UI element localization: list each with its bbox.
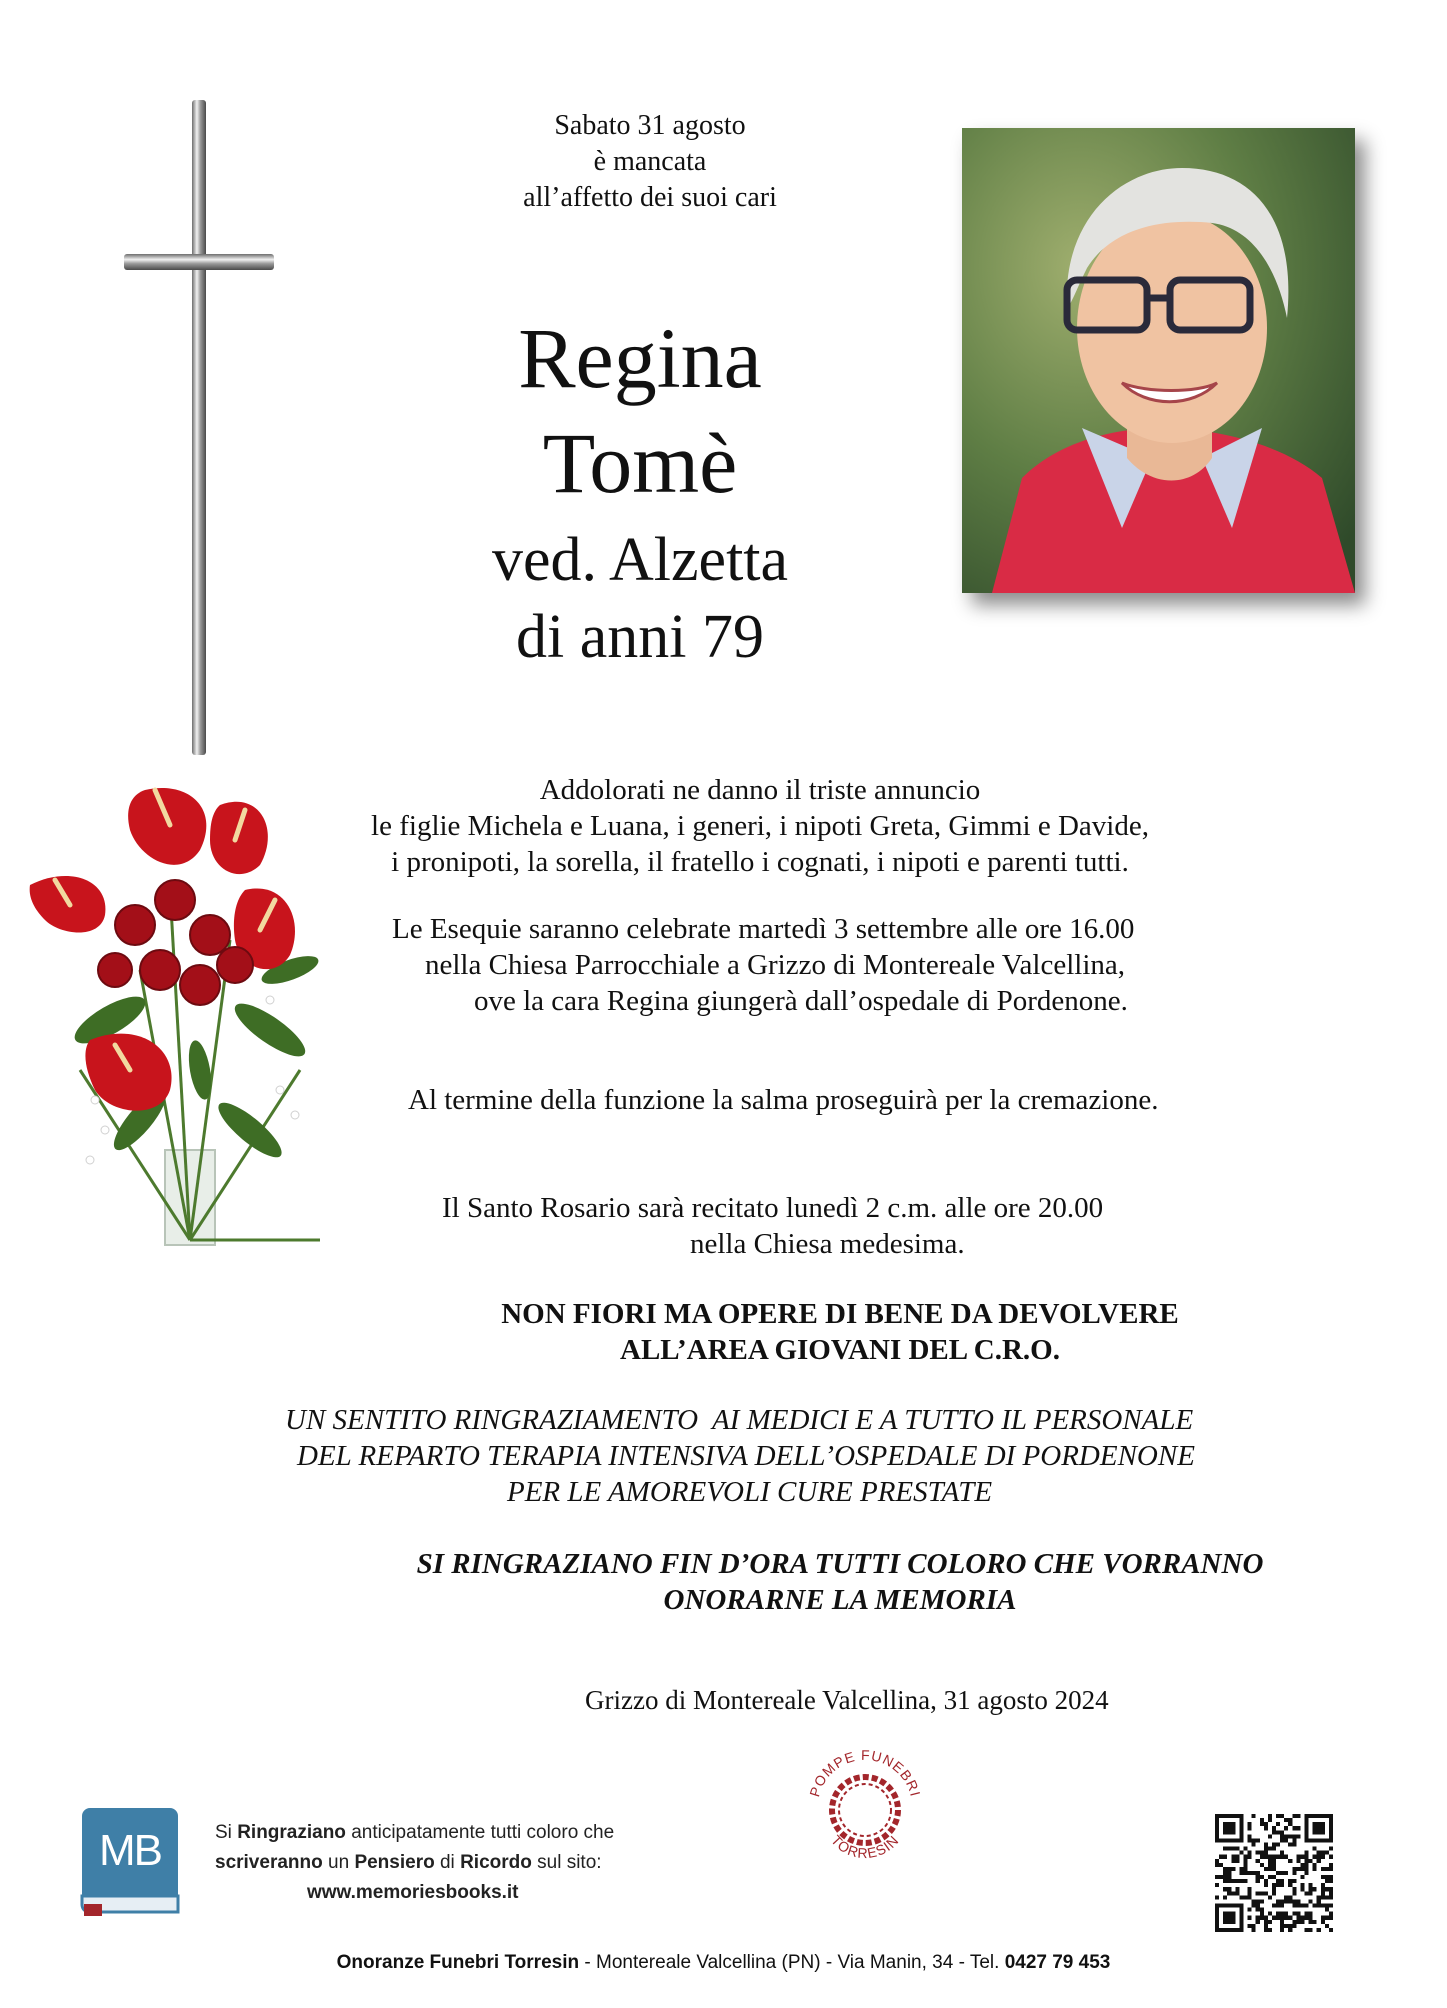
funeral-line-3: ove la cara Regina giungerà dall’ospedale di Pordenone. <box>474 985 1128 1017</box>
announcement-block <box>330 772 1190 880</box>
cross-icon <box>100 95 300 765</box>
footer-company: Onoranze Funebri Torresin <box>336 1952 580 1973</box>
no-flowers-block <box>380 1296 1300 1368</box>
logo-text: MB <box>99 1826 161 1875</box>
pompe-funebri-logo <box>800 1735 930 1870</box>
footer-bar <box>0 1952 1447 1974</box>
first-name: Regina <box>518 310 762 406</box>
rosary-line-2: nella Chiesa medesima. <box>690 1228 965 1260</box>
svg-text:TORRESIN <box>828 1832 902 1861</box>
no-flowers-line-1: NON FIORI MA OPERE DI BENE DA DEVOLVERE <box>501 1298 1179 1330</box>
thanks-staff-line-1: UN SENTITO RINGRAZIAMENTO AI MEDICI E A TUTTO IL PERSONALE <box>285 1404 1194 1436</box>
svg-text:POMPE FUNEBRI <box>806 1747 924 1799</box>
footer-phone: 0427 79 453 <box>1004 1952 1111 1973</box>
memoriesbooks-logo <box>80 1808 180 1918</box>
memories-bold-1: Ringraziano <box>237 1822 346 1843</box>
memories-note <box>215 1818 635 1908</box>
intro-line-2: è mancata <box>593 146 707 177</box>
footer-address: - Montereale Valcellina (PN) - Via Manin, 34 - Tel. <box>579 1952 1005 1973</box>
intro-line-1: Sabato 31 agosto <box>554 110 746 141</box>
logo-bottom-text: TORRESIN <box>828 1831 902 1862</box>
memories-post-1: anticipatamente tutti coloro che <box>345 1822 615 1843</box>
thanks-staff-block <box>285 1402 1365 1510</box>
thanks-all-block <box>340 1546 1340 1618</box>
age: di anni 79 <box>516 603 764 671</box>
thanks-staff-line-3: PER LE AMOREVOLI CURE PRESTATE <box>507 1476 993 1508</box>
no-flowers-line-2: ALL’AREA GIOVANI DEL C.R.O. <box>620 1334 1060 1366</box>
portrait-photo <box>962 128 1355 593</box>
funeral-block <box>392 911 1252 1019</box>
rosary-block <box>442 1190 1242 1262</box>
cremation-text: Al termine della funzione la salma proseguirà per la cremazione. <box>408 1084 1159 1116</box>
widow-of: ved. Alzetta <box>491 526 789 594</box>
intro-text <box>430 108 870 216</box>
memories-bold-2: scriveranno <box>215 1852 323 1873</box>
intro-line-3: all’affetto dei suoi cari <box>523 182 777 213</box>
logo-top-text: POMPE FUNEBRI <box>806 1746 924 1799</box>
flower-bouquet-image <box>20 770 350 1250</box>
memories-mid-3: di <box>434 1852 461 1873</box>
memories-bold-3: Pensiero <box>354 1852 435 1873</box>
rosary-line-1: Il Santo Rosario sarà recitato lunedì 2 c.m. alle ore 20.00 <box>442 1192 1104 1224</box>
memories-post-4: sul sito: <box>531 1852 602 1873</box>
thanks-staff-line-2: DEL REPARTO TERAPIA INTENSIVA DELL’OSPEDALE DI PORDENONE <box>297 1440 1195 1472</box>
funeral-line-2: nella Chiesa Parrocchiale a Grizzo di Montereale Valcellina, <box>425 949 1125 981</box>
announcement-line-3: i pronipoti, la sorella, il fratello i cognati, i nipoti e parenti tutti. <box>391 846 1129 878</box>
memories-bold-4: Ricordo <box>460 1852 532 1873</box>
funeral-line-1: Le Esequie saranno celebrate martedì 3 settembre alle ore 16.00 <box>392 913 1135 945</box>
place-date: Grizzo di Montereale Valcellina, 31 agosto 2024 <box>585 1685 1109 1715</box>
memories-website-link[interactable]: www.memoriesbooks.it <box>307 1882 519 1903</box>
qr-code[interactable] <box>1215 1814 1333 1932</box>
last-name: Tomè <box>542 415 738 511</box>
thanks-all-line-2: ONORARNE LA MEMORIA <box>663 1584 1017 1616</box>
thanks-all-line-1: SI RINGRAZIANO FIN D’ORA TUTTI COLORO CHE VORRANNO <box>416 1548 1264 1580</box>
announcement-line-1: Addolorati ne danno il triste annuncio <box>539 774 981 806</box>
memories-mid-2: un <box>322 1852 355 1873</box>
announcement-line-2: le figlie Michela e Luana, i generi, i nipoti Greta, Gimmi e Davide, <box>371 810 1149 842</box>
memories-pre-1: Si <box>215 1822 238 1843</box>
